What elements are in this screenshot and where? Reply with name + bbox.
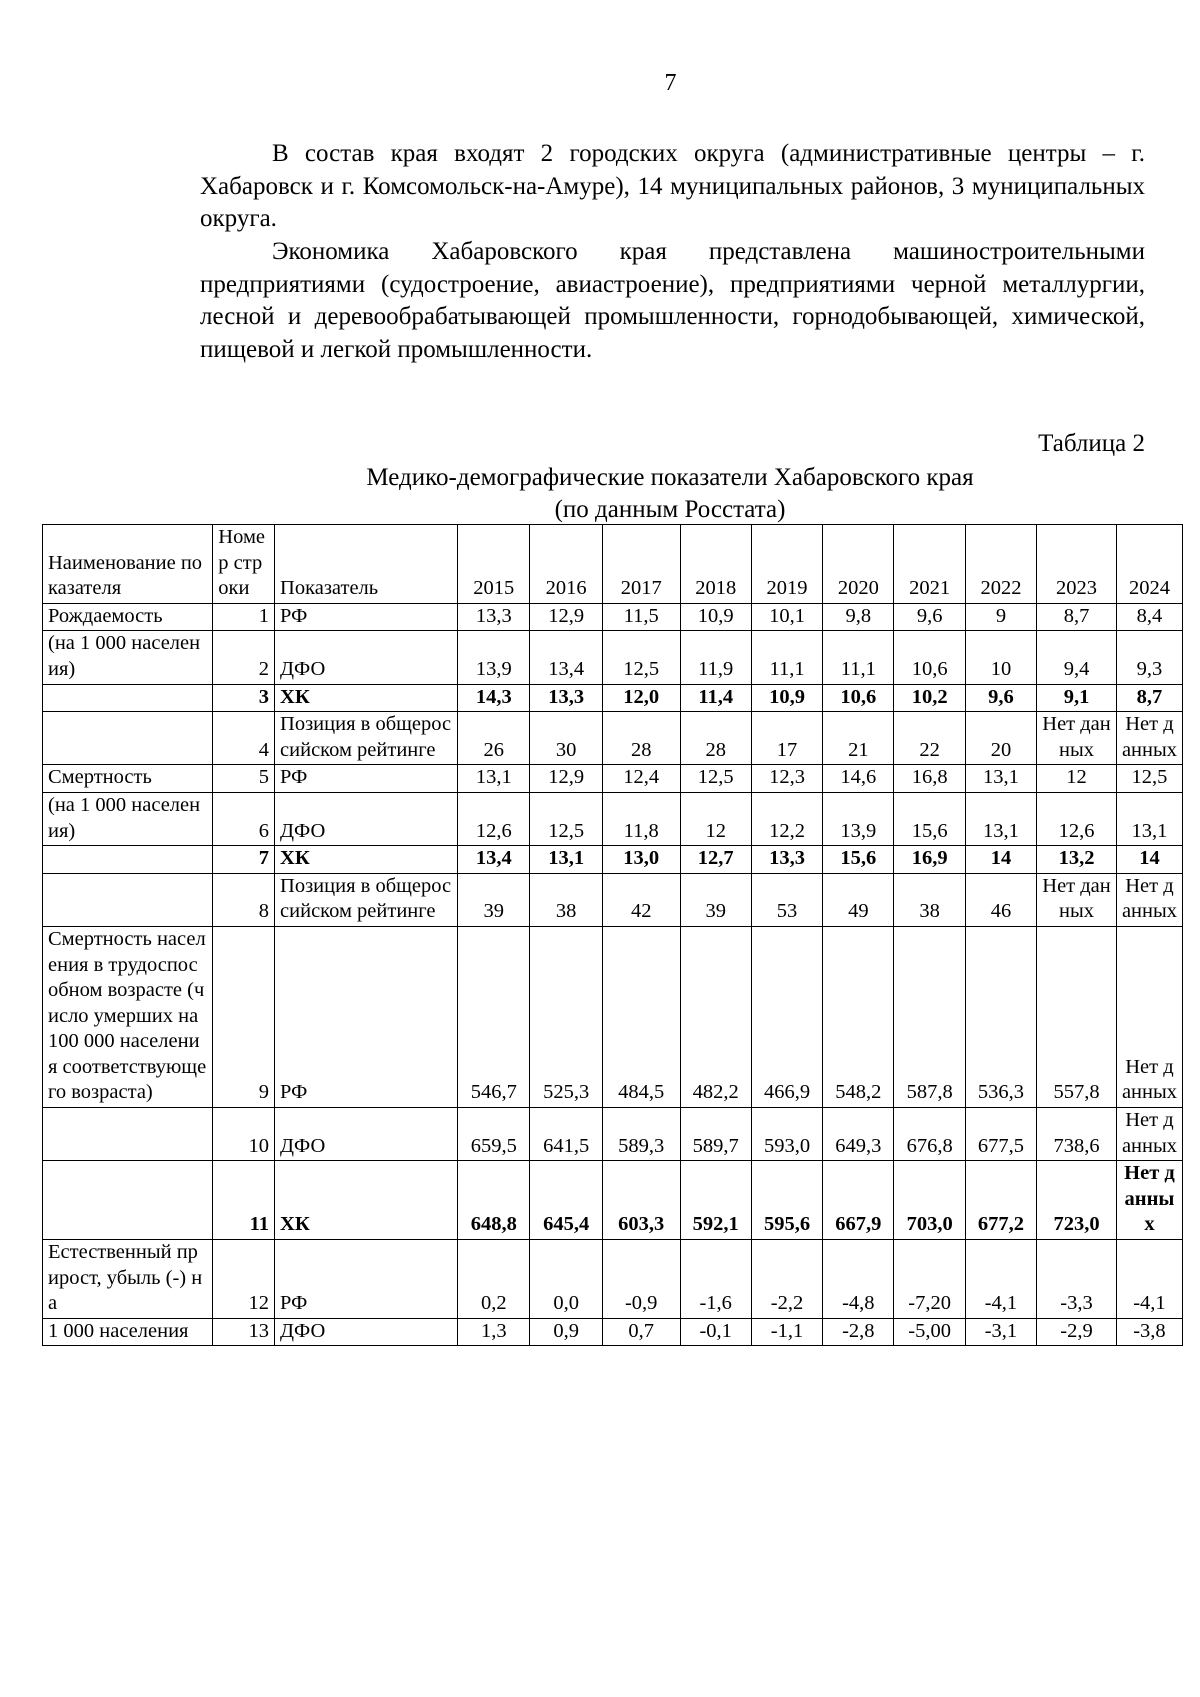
value-cell: 38 xyxy=(894,873,965,926)
header-year: 2015 xyxy=(458,525,530,604)
indicator-cell: РФ xyxy=(275,603,458,631)
indicator-cell: РФ xyxy=(275,1240,458,1319)
value-cell: 12,3 xyxy=(751,765,822,793)
row-number-cell: 7 xyxy=(213,846,275,874)
table-row xyxy=(43,1318,1183,1346)
value-cell: 16,8 xyxy=(894,765,965,793)
value-cell: -3,3 xyxy=(1037,1240,1117,1319)
row-number-cell: 2 xyxy=(213,631,275,684)
value-cell: 603,3 xyxy=(602,1161,680,1240)
value-cell: 12 xyxy=(680,792,751,845)
header-year: 2016 xyxy=(530,525,602,604)
value-cell: 12,6 xyxy=(1037,792,1117,845)
value-cell: 546,7 xyxy=(458,926,530,1107)
value-cell: 9,3 xyxy=(1116,631,1182,684)
value-cell: 14 xyxy=(965,846,1036,874)
value-cell: 8,7 xyxy=(1037,603,1117,631)
value-cell: 0,0 xyxy=(530,1240,602,1319)
value-cell: 738,6 xyxy=(1037,1108,1117,1161)
value-cell: 12,9 xyxy=(530,765,602,793)
indicator-cell: ДФО xyxy=(275,792,458,845)
header-year: 2019 xyxy=(751,525,822,604)
value-cell: 11,4 xyxy=(680,684,751,712)
header-year: 2023 xyxy=(1037,525,1117,604)
value-cell: -2,2 xyxy=(751,1240,822,1319)
row-number-cell: 4 xyxy=(213,712,275,765)
value-cell: 589,7 xyxy=(680,1108,751,1161)
value-cell: 13,9 xyxy=(823,792,894,845)
value-cell: 13,4 xyxy=(530,631,602,684)
value-cell: 12,0 xyxy=(602,684,680,712)
indicator-name-cell: (на 1 000 населения) xyxy=(43,792,213,845)
table-row xyxy=(43,603,1183,631)
value-cell: 536,3 xyxy=(965,926,1036,1107)
value-cell: 9,1 xyxy=(1037,684,1117,712)
value-cell: 659,5 xyxy=(458,1108,530,1161)
value-cell: 10,2 xyxy=(894,684,965,712)
value-cell: 17 xyxy=(751,712,822,765)
value-cell: 9,6 xyxy=(965,684,1036,712)
indicator-name-cell xyxy=(43,873,213,926)
value-cell: 38 xyxy=(530,873,602,926)
indicator-name-cell: Смертность населения в трудоспособном возрасте (число умерших на 100 000 населения соответствующего возраста) xyxy=(43,926,213,1107)
value-cell: 0,9 xyxy=(530,1318,602,1346)
indicator-name-cell: Смертность xyxy=(43,765,213,793)
value-cell: 14,6 xyxy=(823,765,894,793)
demographics-table xyxy=(42,524,1183,1346)
row-number-cell: 9 xyxy=(213,926,275,1107)
value-cell: Нет данных xyxy=(1116,1161,1182,1240)
value-cell: 13,1 xyxy=(530,846,602,874)
value-cell: 12,5 xyxy=(602,631,680,684)
value-cell: Нет данных xyxy=(1116,873,1182,926)
value-cell: 10,9 xyxy=(751,684,822,712)
header-indicator: Показатель xyxy=(275,525,458,604)
value-cell: 466,9 xyxy=(751,926,822,1107)
value-cell: 9,6 xyxy=(894,603,965,631)
value-cell: -0,9 xyxy=(602,1240,680,1319)
value-cell: 15,6 xyxy=(894,792,965,845)
header-year: 2021 xyxy=(894,525,965,604)
table-row xyxy=(43,1240,1183,1319)
value-cell: 20 xyxy=(965,712,1036,765)
indicator-cell: ХК xyxy=(275,846,458,874)
value-cell: 10,1 xyxy=(751,603,822,631)
header-name: Наименование показателя xyxy=(43,525,213,604)
value-cell: 13,3 xyxy=(458,603,530,631)
value-cell: 9,4 xyxy=(1037,631,1117,684)
value-cell: 13,2 xyxy=(1037,846,1117,874)
value-cell: 39 xyxy=(458,873,530,926)
table-row xyxy=(43,873,1183,926)
value-cell: -3,8 xyxy=(1116,1318,1182,1346)
indicator-name-cell: (на 1 000 населения) xyxy=(43,631,213,684)
value-cell: 21 xyxy=(823,712,894,765)
value-cell: 10,6 xyxy=(823,684,894,712)
value-cell: Нет данных xyxy=(1116,926,1182,1107)
value-cell: 22 xyxy=(894,712,965,765)
value-cell: 703,0 xyxy=(894,1161,965,1240)
header-year: 2022 xyxy=(965,525,1036,604)
table-label: Таблица 2 xyxy=(1038,430,1145,457)
value-cell: 9,8 xyxy=(823,603,894,631)
value-cell: -1,1 xyxy=(751,1318,822,1346)
value-cell: 641,5 xyxy=(530,1108,602,1161)
table-header-row xyxy=(43,525,1183,604)
value-cell: -0,1 xyxy=(680,1318,751,1346)
value-cell: Нет данных xyxy=(1116,1108,1182,1161)
indicator-name-cell xyxy=(43,684,213,712)
value-cell: 723,0 xyxy=(1037,1161,1117,1240)
value-cell: 42 xyxy=(602,873,680,926)
paragraph-1: В состав края входят 2 городских округа (административные центры – г. Хабаровск и г. Комсомольск-на-Амуре), 14 муниципальных районов, 3 муниципальных округа. xyxy=(200,140,1145,232)
value-cell: 677,2 xyxy=(965,1161,1036,1240)
table-row xyxy=(43,684,1183,712)
value-cell: 12 xyxy=(1037,765,1117,793)
value-cell: -2,9 xyxy=(1037,1318,1117,1346)
indicator-cell: РФ xyxy=(275,765,458,793)
value-cell: 30 xyxy=(530,712,602,765)
value-cell: 648,8 xyxy=(458,1161,530,1240)
value-cell: 484,5 xyxy=(602,926,680,1107)
value-cell: -5,00 xyxy=(894,1318,965,1346)
value-cell: -3,1 xyxy=(965,1318,1036,1346)
row-number-cell: 10 xyxy=(213,1108,275,1161)
row-number-cell: 3 xyxy=(213,684,275,712)
header-row-number: Номер строки xyxy=(213,525,275,604)
value-cell: 9 xyxy=(965,603,1036,631)
value-cell: 593,0 xyxy=(751,1108,822,1161)
value-cell: 11,5 xyxy=(602,603,680,631)
value-cell: 0,7 xyxy=(602,1318,680,1346)
indicator-name-cell: 1 000 населения xyxy=(43,1318,213,1346)
indicator-cell: ДФО xyxy=(275,1318,458,1346)
table-title xyxy=(350,462,990,526)
value-cell: 28 xyxy=(602,712,680,765)
value-cell: 12,2 xyxy=(751,792,822,845)
value-cell: 11,1 xyxy=(751,631,822,684)
table-row xyxy=(43,1161,1183,1240)
value-cell: 14 xyxy=(1116,846,1182,874)
header-year: 2024 xyxy=(1116,525,1182,604)
value-cell: 592,1 xyxy=(680,1161,751,1240)
table-row xyxy=(43,631,1183,684)
value-cell: Нет данных xyxy=(1037,873,1117,926)
value-cell: 39 xyxy=(680,873,751,926)
value-cell: 548,2 xyxy=(823,926,894,1107)
value-cell: 587,8 xyxy=(894,926,965,1107)
value-cell: 12,5 xyxy=(680,765,751,793)
table-row xyxy=(43,926,1183,1107)
value-cell: 8,7 xyxy=(1116,684,1182,712)
row-number-cell: 11 xyxy=(213,1161,275,1240)
indicator-name-cell xyxy=(43,1161,213,1240)
value-cell: 12,6 xyxy=(458,792,530,845)
value-cell: 15,6 xyxy=(823,846,894,874)
value-cell: 1,3 xyxy=(458,1318,530,1346)
indicator-cell: ХК xyxy=(275,684,458,712)
value-cell: 12,9 xyxy=(530,603,602,631)
value-cell: 589,3 xyxy=(602,1108,680,1161)
value-cell: 53 xyxy=(751,873,822,926)
value-cell: 676,8 xyxy=(894,1108,965,1161)
table-row xyxy=(43,792,1183,845)
indicator-cell: ХК xyxy=(275,1161,458,1240)
row-number-cell: 8 xyxy=(213,873,275,926)
value-cell: 667,9 xyxy=(823,1161,894,1240)
indicator-name-cell: Рождаемость xyxy=(43,603,213,631)
value-cell: 13,9 xyxy=(458,631,530,684)
value-cell: 482,2 xyxy=(680,926,751,1107)
value-cell: 49 xyxy=(823,873,894,926)
value-cell: 525,3 xyxy=(530,926,602,1107)
header-year: 2020 xyxy=(823,525,894,604)
value-cell: 557,8 xyxy=(1037,926,1117,1107)
value-cell: 10,9 xyxy=(680,603,751,631)
value-cell: 13,1 xyxy=(458,765,530,793)
value-cell: Нет данных xyxy=(1116,712,1182,765)
page-number: 7 xyxy=(664,70,677,96)
table-row xyxy=(43,765,1183,793)
indicator-cell: ДФО xyxy=(275,1108,458,1161)
indicator-name-cell xyxy=(43,846,213,874)
row-number-cell: 1 xyxy=(213,603,275,631)
indicator-cell: Позиция в общероссийском рейтинге xyxy=(275,873,458,926)
indicator-cell: Позиция в общероссийском рейтинге xyxy=(275,712,458,765)
value-cell: 13,1 xyxy=(965,792,1036,845)
header-year: 2018 xyxy=(680,525,751,604)
table-title-line-2: (по данным Росстата) xyxy=(554,496,786,523)
value-cell: 649,3 xyxy=(823,1108,894,1161)
table-title-line-1: Медико-демографические показатели Хабаровского края xyxy=(366,464,974,491)
value-cell: -1,6 xyxy=(680,1240,751,1319)
table-row xyxy=(43,712,1183,765)
value-cell: 11,9 xyxy=(680,631,751,684)
row-number-cell: 12 xyxy=(213,1240,275,1319)
value-cell: -4,8 xyxy=(823,1240,894,1319)
header-year: 2017 xyxy=(602,525,680,604)
value-cell: -2,8 xyxy=(823,1318,894,1346)
value-cell: Нет данных xyxy=(1037,712,1117,765)
value-cell: 12,4 xyxy=(602,765,680,793)
indicator-name-cell xyxy=(43,1108,213,1161)
indicator-cell: РФ xyxy=(275,926,458,1107)
value-cell: 13,3 xyxy=(530,684,602,712)
indicator-cell: ДФО xyxy=(275,631,458,684)
value-cell: 8,4 xyxy=(1116,603,1182,631)
value-cell: 11,8 xyxy=(602,792,680,845)
value-cell: 14,3 xyxy=(458,684,530,712)
value-cell: 10,6 xyxy=(894,631,965,684)
value-cell: 13,4 xyxy=(458,846,530,874)
value-cell: 12,5 xyxy=(1116,765,1182,793)
table-row xyxy=(43,1108,1183,1161)
indicator-name-cell xyxy=(43,712,213,765)
value-cell: 10 xyxy=(965,631,1036,684)
value-cell: 16,9 xyxy=(894,846,965,874)
value-cell: -4,1 xyxy=(965,1240,1036,1319)
value-cell: -7,20 xyxy=(894,1240,965,1319)
value-cell: 595,6 xyxy=(751,1161,822,1240)
value-cell: 11,1 xyxy=(823,631,894,684)
value-cell: 13,0 xyxy=(602,846,680,874)
value-cell: 0,2 xyxy=(458,1240,530,1319)
row-number-cell: 6 xyxy=(213,792,275,845)
value-cell: 12,5 xyxy=(530,792,602,845)
row-number-cell: 13 xyxy=(213,1318,275,1346)
value-cell: 677,5 xyxy=(965,1108,1036,1161)
value-cell: 645,4 xyxy=(530,1161,602,1240)
value-cell: 13,1 xyxy=(965,765,1036,793)
row-number-cell: 5 xyxy=(213,765,275,793)
paragraph-2: Экономика Хабаровского края представлена машиностроительными предприятиями (судостроение, авиастроение), предприятиями черной металлургии, лесной и деревообрабатывающей промышленности, горнодобывающей, химической, пищевой и легкой промышленности. xyxy=(200,238,1145,363)
value-cell: 28 xyxy=(680,712,751,765)
value-cell: -4,1 xyxy=(1116,1240,1182,1319)
table-row xyxy=(43,846,1183,874)
value-cell: 13,3 xyxy=(751,846,822,874)
value-cell: 46 xyxy=(965,873,1036,926)
indicator-name-cell: Естественный прирост, убыль (-) на xyxy=(43,1240,213,1319)
value-cell: 13,1 xyxy=(1116,792,1182,845)
value-cell: 26 xyxy=(458,712,530,765)
value-cell: 12,7 xyxy=(680,846,751,874)
